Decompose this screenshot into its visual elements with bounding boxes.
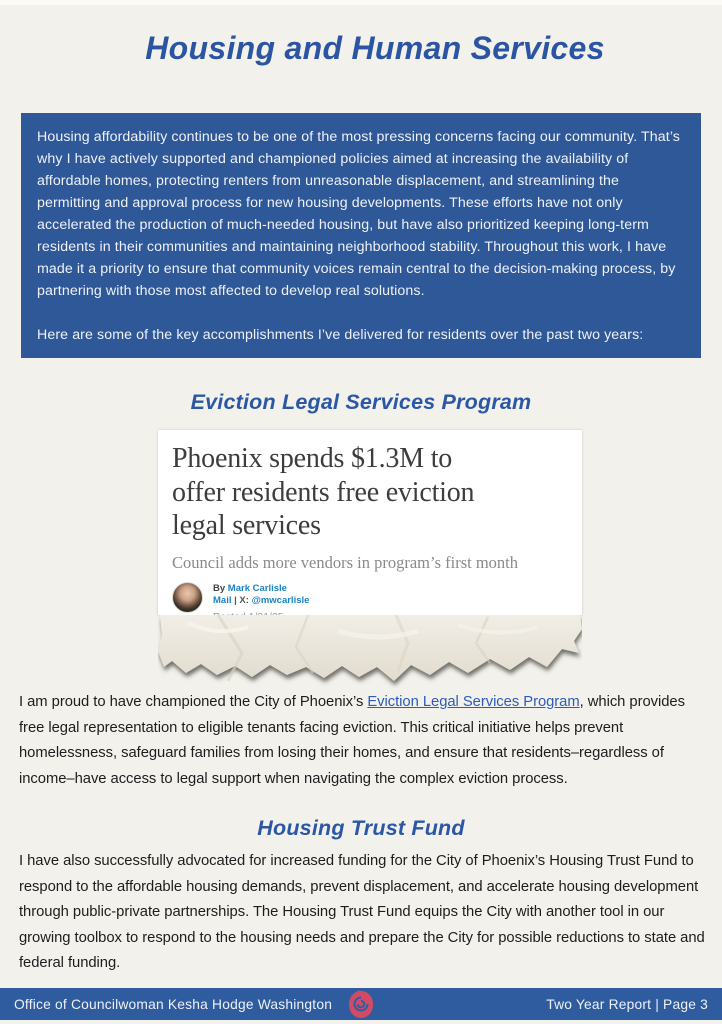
intro-highlight-box [21, 113, 701, 358]
eviction-paragraph-text: , which provides free legal representation to eligible tenants facing eviction. This critical initiative helps prevent homelessness, safeguard families from losing their homes, and ensure that residents–regardless of income–have access to legal support when navigating the complex eviction process. [19, 694, 685, 787]
news-headline-line: offer residents free eviction [172, 476, 475, 508]
eviction-paragraph-text: I am proud to have championed the City of Phoenix’s [19, 694, 368, 710]
eviction-program-link[interactable]: Eviction Legal Services Program [367, 694, 580, 710]
footer-bar [0, 988, 722, 1020]
byline-author-line [213, 583, 309, 595]
author-x-handle-link[interactable]: @mwcarlisle [251, 594, 310, 606]
intro-paragraph: Housing affordability continues to be one of the most pressing concerns facing our community. That’s why I have actively supported and championed policies aimed at increasing the availability of affordable homes, protecting renters from unreasonable displacement, and streamlining the permitting and approval process for new housing developments. These efforts have not only accelerated the production of much-needed housing, but have also prioritized keeping long-term residents in their communities and maintaining neighborhood stability. Throughout this work, I have made it a priority to ensure that community voices remain central to the decision-making process, by partnering with those most affected to develop real solutions. [37, 129, 681, 299]
news-clipping-card [158, 430, 582, 615]
news-headline-line: Phoenix spends $1.3M to [172, 443, 453, 474]
byline-by-label: By [213, 582, 228, 594]
footer-office-text: Office of Councilwoman Kesha Hodge Washington [14, 996, 333, 1012]
page-title: Housing and Human Services [145, 30, 605, 66]
footer-report-page-text: Two Year Report | Page 3 [546, 996, 708, 1012]
news-headline-line: legal services [172, 510, 321, 541]
section-heading-housing-trust-fund: Housing Trust Fund [257, 816, 465, 840]
contact-separator: | X: [231, 594, 252, 606]
eviction-paragraph [19, 690, 707, 792]
section-heading-eviction-legal-services: Eviction Legal Services Program [190, 390, 532, 414]
author-mail-link[interactable]: Mail [213, 594, 232, 606]
intro-accomplishments-line: Here are some of the key accomplishments I’ve delivered for residents over the past two years: [37, 327, 644, 343]
news-clipping [158, 430, 582, 693]
top-margin-strip [0, 0, 722, 5]
phoenix-bird-icon [348, 989, 374, 1019]
author-avatar [172, 582, 203, 613]
byline-contact-line [213, 595, 309, 607]
trust-fund-paragraph: I have also successfully advocated for increased funding for the City of Phoenix’s Housing Trust Fund to respond to the affordable housing demands, prevent displacement, and accelerate housing development through public-private partnerships. The Housing Trust Fund equips the City with another tool in our growing toolbox to respond to the housing needs and prepare the City for possible reductions to state and federal funding. [19, 853, 705, 971]
author-name-link[interactable]: Mark Carlisle [227, 582, 287, 594]
torn-paper-graphic [158, 615, 582, 693]
news-subhead: Council adds more vendors in program’s first month [172, 552, 518, 572]
news-headline [172, 442, 570, 543]
